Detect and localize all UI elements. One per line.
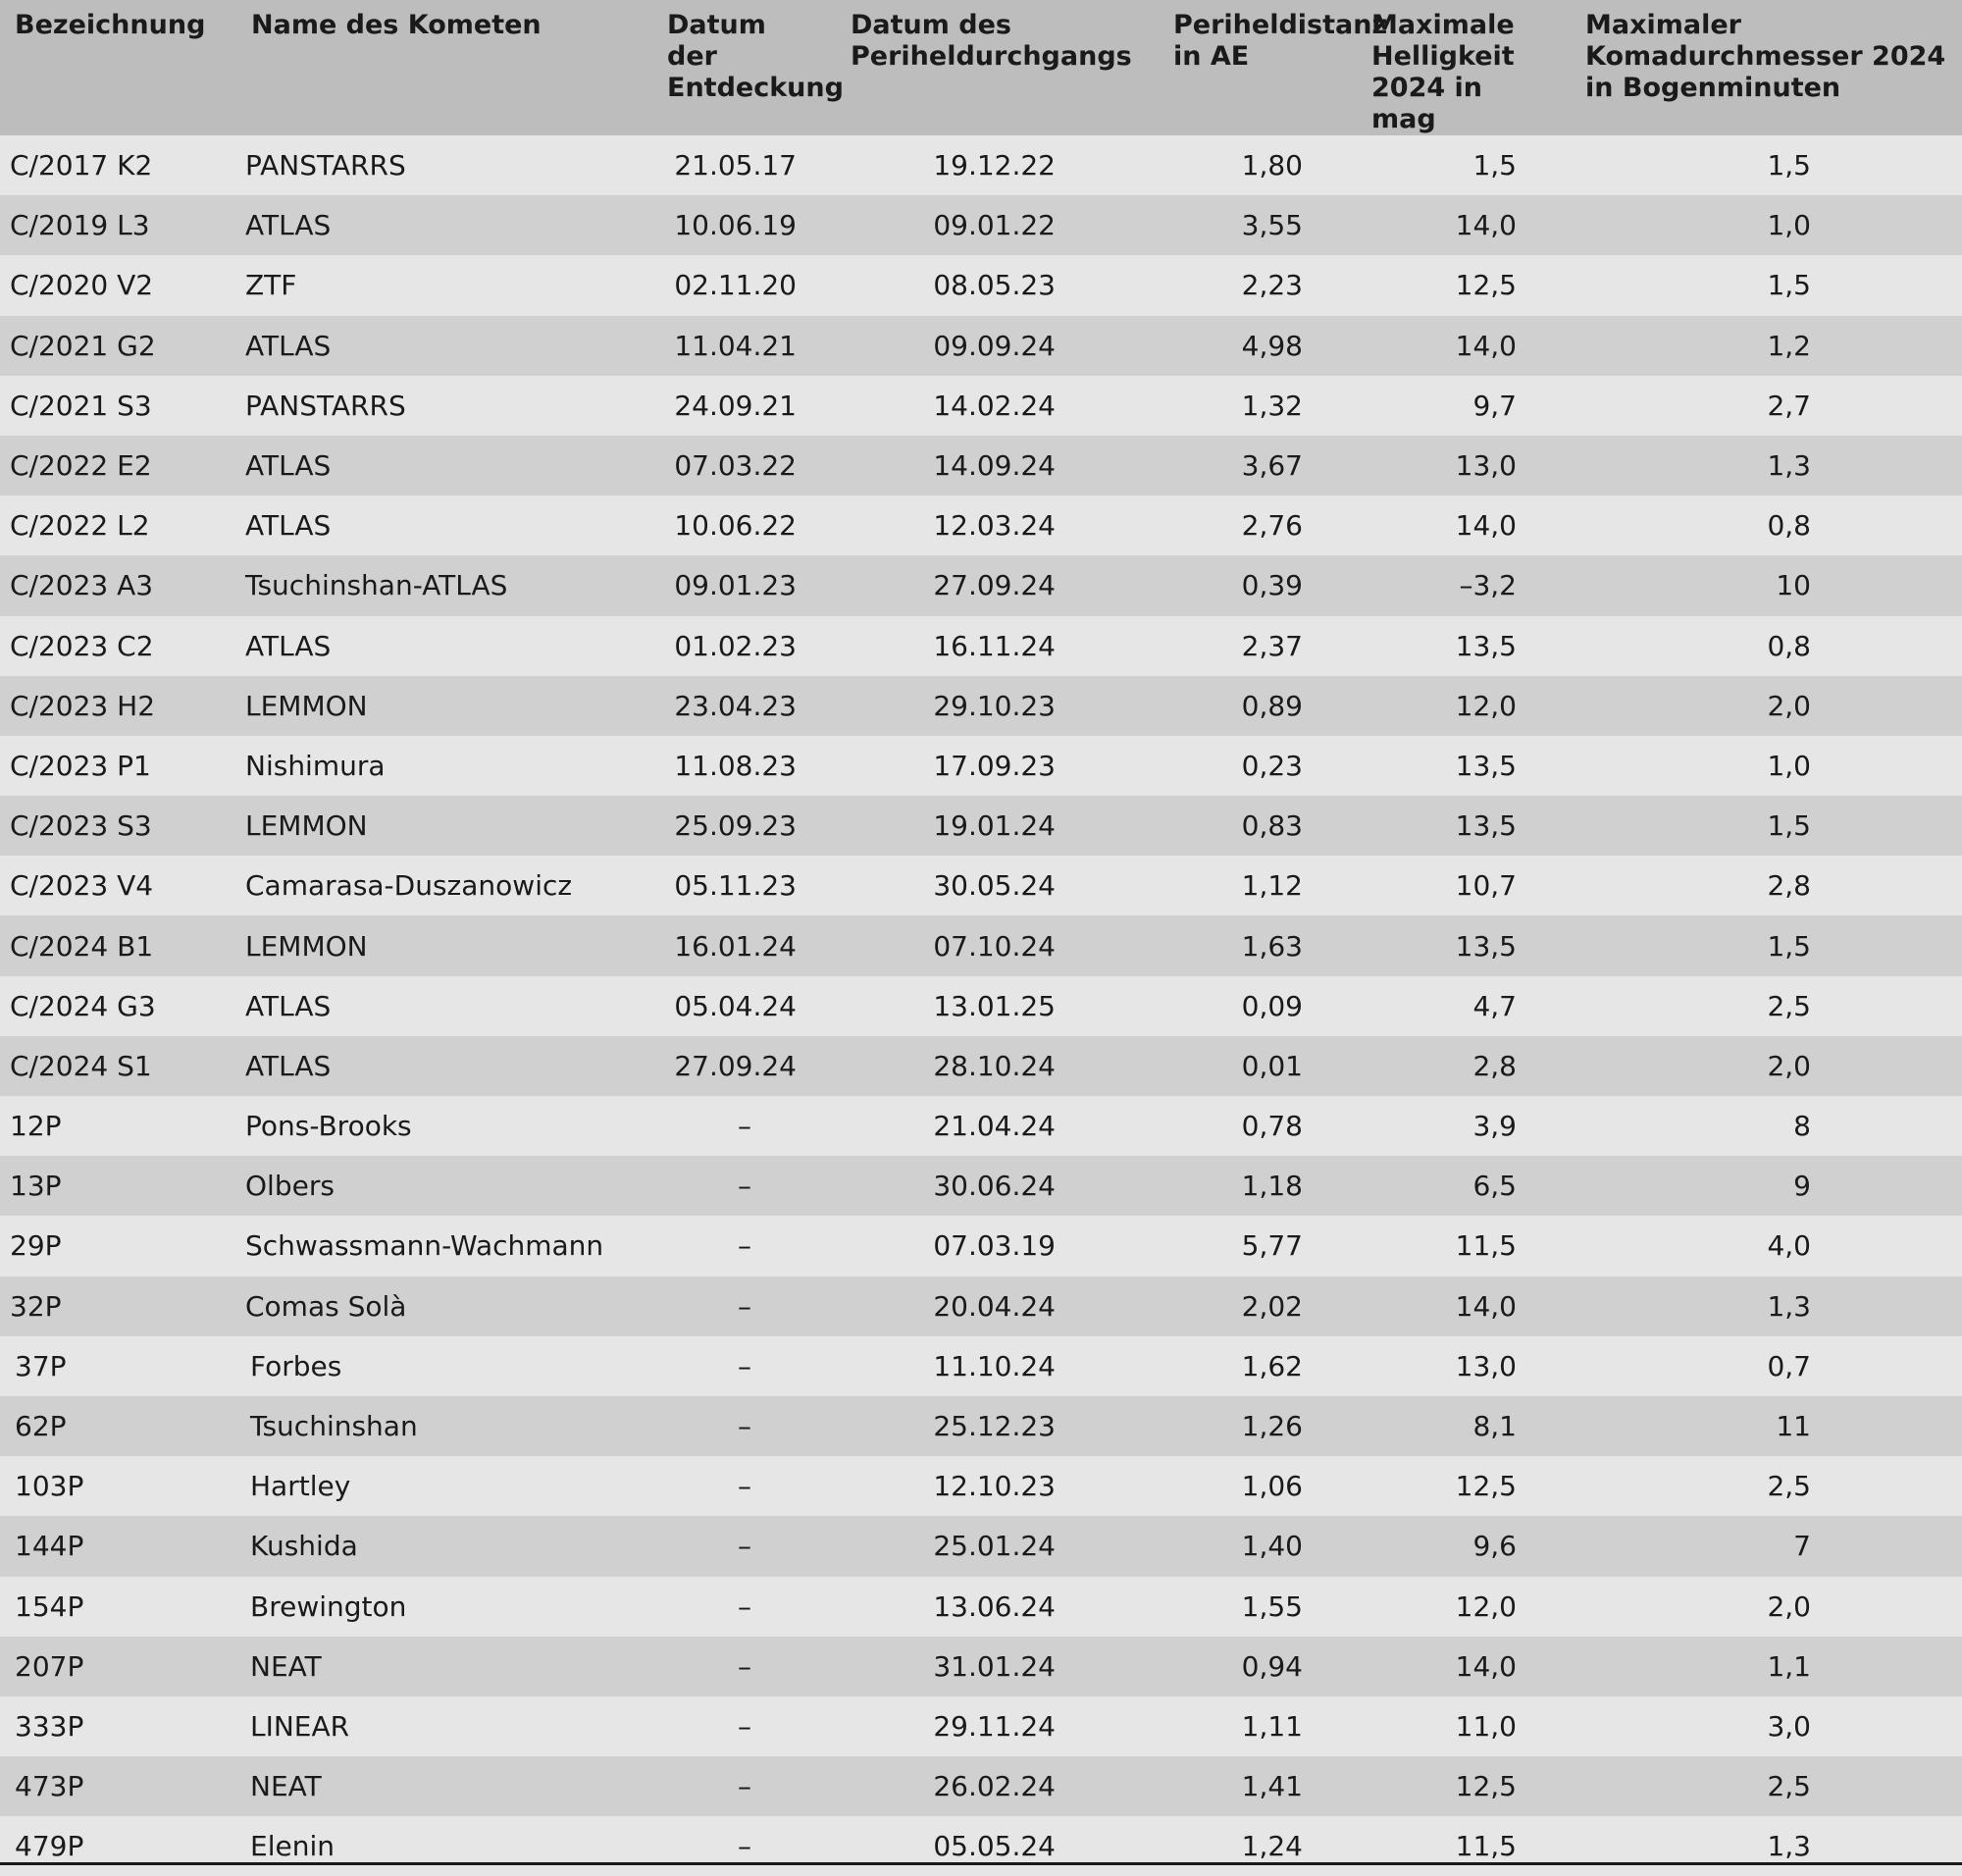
cell-max-brightness: 9,7 [1472, 389, 1517, 422]
cell-perihelion-distance: 1,06 [1241, 1470, 1303, 1503]
cell-max-brightness: 14,0 [1455, 329, 1517, 362]
cell-discovery-date: 23.04.23 [674, 689, 797, 722]
cell-discovery-date: – [738, 1349, 751, 1382]
cell-max-coma-diameter: 1,3 [1767, 1289, 1811, 1323]
cell-comet-name: Tsuchinshan [250, 1410, 418, 1443]
table-row [0, 856, 1962, 915]
cell-designation: C/2017 K2 [10, 149, 153, 182]
table-row [0, 376, 1962, 436]
cell-perihelion-date: 13.01.25 [933, 989, 1056, 1022]
cell-designation: 144P [15, 1530, 84, 1563]
table-row [0, 976, 1962, 1036]
cell-max-coma-diameter: 2,0 [1767, 1589, 1811, 1623]
cell-max-brightness: 14,0 [1455, 209, 1517, 242]
cell-max-coma-diameter: 1,5 [1767, 929, 1811, 963]
table-row [0, 1396, 1962, 1456]
cell-comet-name: NEAT [250, 1649, 322, 1683]
table-row [0, 436, 1962, 495]
cell-max-brightness: –3,2 [1459, 569, 1517, 602]
cell-perihelion-date: 19.12.22 [933, 149, 1056, 182]
cell-perihelion-date: 29.11.24 [933, 1709, 1056, 1743]
cell-perihelion-distance: 1,40 [1241, 1530, 1303, 1563]
cell-max-coma-diameter: 1,3 [1767, 1830, 1811, 1863]
cell-max-coma-diameter: 10 [1776, 569, 1811, 602]
cell-max-coma-diameter: 1,0 [1767, 749, 1811, 782]
cell-perihelion-date: 14.02.24 [933, 389, 1056, 422]
cell-comet-name: Tsuchinshan-ATLAS [245, 569, 508, 602]
table-bottom-rule [0, 1862, 1962, 1865]
table-row [0, 1637, 1962, 1696]
cell-discovery-date: 25.09.23 [674, 809, 797, 843]
table-row [0, 1816, 1962, 1876]
cell-discovery-date: – [738, 1470, 751, 1503]
table-row [0, 135, 1962, 195]
cell-perihelion-distance: 1,26 [1241, 1410, 1303, 1443]
cell-perihelion-date: 28.10.24 [933, 1049, 1056, 1082]
cell-designation: C/2023 A3 [10, 569, 154, 602]
cell-max-brightness: 12,5 [1455, 1470, 1517, 1503]
cell-max-brightness: 14,0 [1455, 509, 1517, 543]
cell-perihelion-distance: 4,98 [1241, 329, 1303, 362]
cell-max-coma-diameter: 1,5 [1767, 809, 1811, 843]
cell-discovery-date: 10.06.22 [674, 509, 797, 543]
table-row [0, 1216, 1962, 1276]
cell-max-brightness: 12,0 [1455, 689, 1517, 722]
cell-comet-name: Brewington [250, 1589, 407, 1623]
cell-perihelion-date: 29.10.23 [933, 689, 1056, 722]
cell-max-coma-diameter: 11 [1776, 1410, 1811, 1443]
cell-max-coma-diameter: 2,0 [1767, 689, 1811, 722]
cell-max-brightness: 10,7 [1455, 869, 1517, 903]
cell-max-brightness: 13,0 [1455, 1349, 1517, 1382]
cell-discovery-date: – [738, 1709, 751, 1743]
cell-comet-name: ATLAS [245, 509, 332, 543]
cell-max-coma-diameter: 2,8 [1767, 869, 1811, 903]
cell-designation: C/2020 V2 [10, 269, 154, 302]
cell-max-coma-diameter: 2,7 [1767, 389, 1811, 422]
cell-discovery-date: 05.04.24 [674, 989, 797, 1022]
cell-perihelion-date: 07.10.24 [933, 929, 1056, 963]
cell-designation: C/2023 V4 [10, 869, 154, 903]
table-row [0, 676, 1962, 736]
table-row [0, 1756, 1962, 1816]
cell-discovery-date: 05.11.23 [674, 869, 797, 903]
cell-comet-name: PANSTARRS [245, 389, 406, 422]
cell-comet-name: ATLAS [245, 629, 332, 662]
cell-designation: C/2024 B1 [10, 929, 154, 963]
cell-perihelion-date: 30.05.24 [933, 869, 1056, 903]
table-row [0, 1577, 1962, 1637]
column-header-max-brightness: Maximale Helligkeit 2024 in mag [1371, 10, 1515, 134]
cell-discovery-date: 24.09.21 [674, 389, 797, 422]
cell-max-coma-diameter: 0,8 [1767, 509, 1811, 543]
cell-discovery-date: – [738, 1830, 751, 1863]
cell-designation: C/2022 E2 [10, 449, 152, 483]
cell-discovery-date: 10.06.19 [674, 209, 797, 242]
cell-max-brightness: 11,5 [1455, 1830, 1517, 1863]
cell-perihelion-date: 12.10.23 [933, 1470, 1056, 1503]
cell-comet-name: ATLAS [245, 329, 332, 362]
cell-comet-name: Schwassmann-Wachmann [245, 1229, 604, 1263]
cell-perihelion-date: 13.06.24 [933, 1589, 1056, 1623]
cell-comet-name: LEMMON [245, 929, 368, 963]
cell-perihelion-distance: 1,63 [1241, 929, 1303, 963]
cell-comet-name: Forbes [250, 1349, 342, 1382]
cell-perihelion-date: 11.10.24 [933, 1349, 1056, 1382]
cell-discovery-date: 16.01.24 [674, 929, 797, 963]
cell-designation: C/2021 G2 [10, 329, 156, 362]
cell-discovery-date: 11.08.23 [674, 749, 797, 782]
cell-comet-name: Hartley [250, 1470, 351, 1503]
cell-perihelion-distance: 2,23 [1241, 269, 1303, 302]
cell-perihelion-date: 05.05.24 [933, 1830, 1056, 1863]
cell-comet-name: ATLAS [245, 989, 332, 1022]
cell-perihelion-date: 30.06.24 [933, 1170, 1056, 1203]
cell-max-coma-diameter: 2,5 [1767, 989, 1811, 1022]
cell-comet-name: LEMMON [245, 689, 368, 722]
cell-max-brightness: 14,0 [1455, 1649, 1517, 1683]
cell-discovery-date: 01.02.23 [674, 629, 797, 662]
cell-max-brightness: 13,5 [1455, 809, 1517, 843]
table-row [0, 195, 1962, 255]
cell-max-brightness: 12,5 [1455, 1770, 1517, 1803]
cell-perihelion-date: 21.04.24 [933, 1110, 1056, 1143]
cell-perihelion-distance: 0,78 [1241, 1110, 1303, 1143]
column-header-discovery-date: Datum der Entdeckung [667, 10, 844, 103]
cell-designation: C/2023 H2 [10, 689, 156, 722]
cell-discovery-date: – [738, 1110, 751, 1143]
cell-perihelion-date: 08.05.23 [933, 269, 1056, 302]
cell-max-brightness: 13,5 [1455, 749, 1517, 782]
cell-comet-name: LINEAR [250, 1709, 350, 1743]
column-header-perihelion-distance: Periheldistanz in AE [1173, 10, 1388, 72]
cell-designation: C/2021 S3 [10, 389, 152, 422]
cell-max-coma-diameter: 7 [1793, 1530, 1811, 1563]
cell-comet-name: ATLAS [245, 209, 332, 242]
cell-perihelion-distance: 3,67 [1241, 449, 1303, 483]
cell-perihelion-distance: 1,55 [1241, 1589, 1303, 1623]
cell-max-coma-diameter: 1,5 [1767, 269, 1811, 302]
cell-designation: 13P [10, 1170, 62, 1203]
cell-perihelion-distance: 3,55 [1241, 209, 1303, 242]
table-row [0, 915, 1962, 975]
cell-max-brightness: 3,9 [1472, 1110, 1517, 1143]
cell-comet-name: Kushida [250, 1530, 358, 1563]
cell-designation: 479P [15, 1830, 84, 1863]
cell-max-brightness: 6,5 [1472, 1170, 1517, 1203]
cell-perihelion-date: 25.12.23 [933, 1410, 1056, 1443]
cell-perihelion-distance: 0,94 [1241, 1649, 1303, 1683]
cell-perihelion-date: 25.01.24 [933, 1530, 1056, 1563]
cell-perihelion-distance: 0,39 [1241, 569, 1303, 602]
cell-max-coma-diameter: 8 [1793, 1110, 1811, 1143]
cell-comet-name: ATLAS [245, 449, 332, 483]
cell-max-brightness: 2,8 [1472, 1049, 1517, 1082]
cell-designation: C/2024 S1 [10, 1049, 152, 1082]
cell-designation: C/2023 P1 [10, 749, 151, 782]
cell-max-brightness: 9,6 [1472, 1530, 1517, 1563]
cell-comet-name: LEMMON [245, 809, 368, 843]
column-header-perihelion-date: Datum des Periheldurchgangs [851, 10, 1132, 72]
cell-designation: 12P [10, 1110, 62, 1143]
cell-perihelion-date: 19.01.24 [933, 809, 1056, 843]
cell-perihelion-date: 14.09.24 [933, 449, 1056, 483]
cell-perihelion-date: 12.03.24 [933, 509, 1056, 543]
cell-perihelion-distance: 5,77 [1241, 1229, 1303, 1263]
cell-designation: 154P [15, 1589, 84, 1623]
cell-comet-name: Pons-Brooks [245, 1110, 412, 1143]
cell-max-coma-diameter: 1,0 [1767, 209, 1811, 242]
table-row [0, 1096, 1962, 1156]
cell-designation: C/2024 G3 [10, 989, 156, 1022]
cell-perihelion-distance: 0,01 [1241, 1049, 1303, 1082]
cell-perihelion-distance: 0,89 [1241, 689, 1303, 722]
cell-perihelion-distance: 0,23 [1241, 749, 1303, 782]
cell-perihelion-distance: 1,12 [1241, 869, 1303, 903]
cell-comet-name: PANSTARRS [245, 149, 406, 182]
table-body [0, 135, 1962, 1876]
cell-designation: C/2022 L2 [10, 509, 150, 543]
cell-perihelion-distance: 2,02 [1241, 1289, 1303, 1323]
cell-max-coma-diameter: 9 [1793, 1170, 1811, 1203]
table-row [0, 1456, 1962, 1516]
cell-perihelion-date: 26.02.24 [933, 1770, 1056, 1803]
cell-comet-name: NEAT [250, 1770, 322, 1803]
cell-perihelion-date: 09.09.24 [933, 329, 1056, 362]
cell-designation: 333P [15, 1709, 84, 1743]
cell-max-coma-diameter: 1,3 [1767, 449, 1811, 483]
cell-discovery-date: – [738, 1289, 751, 1323]
cell-comet-name: Comas Solà [245, 1289, 407, 1323]
cell-designation: 103P [15, 1470, 84, 1503]
cell-perihelion-distance: 1,24 [1241, 1830, 1303, 1863]
cell-designation: 37P [15, 1349, 67, 1382]
cell-discovery-date: 11.04.21 [674, 329, 797, 362]
cell-max-coma-diameter: 4,0 [1767, 1229, 1811, 1263]
column-header-designation: Bezeichnung [15, 10, 206, 40]
table-row [0, 796, 1962, 856]
table-row [0, 1277, 1962, 1336]
cell-max-brightness: 1,5 [1472, 149, 1517, 182]
table-row [0, 616, 1962, 676]
cell-perihelion-distance: 0,09 [1241, 989, 1303, 1022]
cell-max-brightness: 8,1 [1472, 1410, 1517, 1443]
cell-perihelion-distance: 1,32 [1241, 389, 1303, 422]
table-header [0, 0, 1962, 135]
cell-perihelion-distance: 1,62 [1241, 1349, 1303, 1382]
cell-discovery-date: – [738, 1410, 751, 1443]
cell-discovery-date: 21.05.17 [674, 149, 797, 182]
cell-perihelion-date: 16.11.24 [933, 629, 1056, 662]
table-row [0, 316, 1962, 376]
table-row [0, 1036, 1962, 1096]
table-row [0, 1516, 1962, 1576]
cell-designation: C/2019 L3 [10, 209, 150, 242]
cell-designation: C/2023 C2 [10, 629, 154, 662]
cell-perihelion-date: 09.01.22 [933, 209, 1056, 242]
cell-max-brightness: 11,5 [1455, 1229, 1517, 1263]
cell-max-brightness: 12,0 [1455, 1589, 1517, 1623]
cell-max-coma-diameter: 0,7 [1767, 1349, 1811, 1382]
table-row [0, 555, 1962, 615]
cell-comet-name: ATLAS [245, 1049, 332, 1082]
cell-max-coma-diameter: 1,5 [1767, 149, 1811, 182]
cell-max-coma-diameter: 2,5 [1767, 1470, 1811, 1503]
cell-max-brightness: 4,7 [1472, 989, 1517, 1022]
cell-designation: 32P [10, 1289, 62, 1323]
cell-max-coma-diameter: 2,0 [1767, 1049, 1811, 1082]
cell-perihelion-distance: 2,76 [1241, 509, 1303, 543]
cell-comet-name: Elenin [250, 1830, 335, 1863]
cell-discovery-date: 07.03.22 [674, 449, 797, 483]
cell-discovery-date: 09.01.23 [674, 569, 797, 602]
table-row [0, 1156, 1962, 1216]
cell-comet-name: Olbers [245, 1170, 335, 1203]
cell-max-coma-diameter: 3,0 [1767, 1709, 1811, 1743]
header-row [0, 0, 1962, 135]
cell-perihelion-distance: 1,80 [1241, 149, 1303, 182]
table-row [0, 255, 1962, 315]
cell-perihelion-distance: 0,83 [1241, 809, 1303, 843]
cell-discovery-date: – [738, 1229, 751, 1263]
cell-perihelion-date: 07.03.19 [933, 1229, 1056, 1263]
cell-max-coma-diameter: 2,5 [1767, 1770, 1811, 1803]
cell-designation: 207P [15, 1649, 84, 1683]
cell-comet-name: Nishimura [245, 749, 386, 782]
cell-discovery-date: – [738, 1170, 751, 1203]
cell-discovery-date: – [738, 1649, 751, 1683]
cell-discovery-date: 02.11.20 [674, 269, 797, 302]
cell-discovery-date: – [738, 1530, 751, 1563]
table-row [0, 736, 1962, 796]
cell-max-coma-diameter: 1,1 [1767, 1649, 1811, 1683]
cell-comet-name: Camarasa-Duszanowicz [245, 869, 573, 903]
table-row [0, 495, 1962, 555]
cell-max-brightness: 13,5 [1455, 929, 1517, 963]
cell-perihelion-distance: 1,18 [1241, 1170, 1303, 1203]
cell-designation: C/2023 S3 [10, 809, 152, 843]
cell-max-brightness: 12,5 [1455, 269, 1517, 302]
cell-discovery-date: – [738, 1589, 751, 1623]
cell-max-brightness: 14,0 [1455, 1289, 1517, 1323]
cell-max-brightness: 13,5 [1455, 629, 1517, 662]
cell-designation: 29P [10, 1229, 62, 1263]
table-row [0, 1336, 1962, 1396]
cell-designation: 473P [15, 1770, 84, 1803]
cell-perihelion-distance: 2,37 [1241, 629, 1303, 662]
cell-perihelion-date: 27.09.24 [933, 569, 1056, 602]
column-header-comet-name: Name des Kometen [251, 10, 542, 40]
cell-max-brightness: 11,0 [1455, 1709, 1517, 1743]
cell-discovery-date: – [738, 1770, 751, 1803]
cell-max-brightness: 13,0 [1455, 449, 1517, 483]
cell-perihelion-date: 31.01.24 [933, 1649, 1056, 1683]
cell-max-coma-diameter: 1,2 [1767, 329, 1811, 362]
cell-discovery-date: 27.09.24 [674, 1049, 797, 1082]
table-row [0, 1696, 1962, 1756]
cell-perihelion-date: 20.04.24 [933, 1289, 1056, 1323]
cell-perihelion-distance: 1,41 [1241, 1770, 1303, 1803]
cell-max-coma-diameter: 0,8 [1767, 629, 1811, 662]
column-header-max-coma-diameter: Maximaler Komadurchmesser 2024 in Bogenminuten [1585, 10, 1946, 103]
cell-comet-name: ZTF [245, 269, 297, 302]
cell-perihelion-distance: 1,11 [1241, 1709, 1303, 1743]
cell-perihelion-date: 17.09.23 [933, 749, 1056, 782]
cell-designation: 62P [15, 1410, 67, 1443]
